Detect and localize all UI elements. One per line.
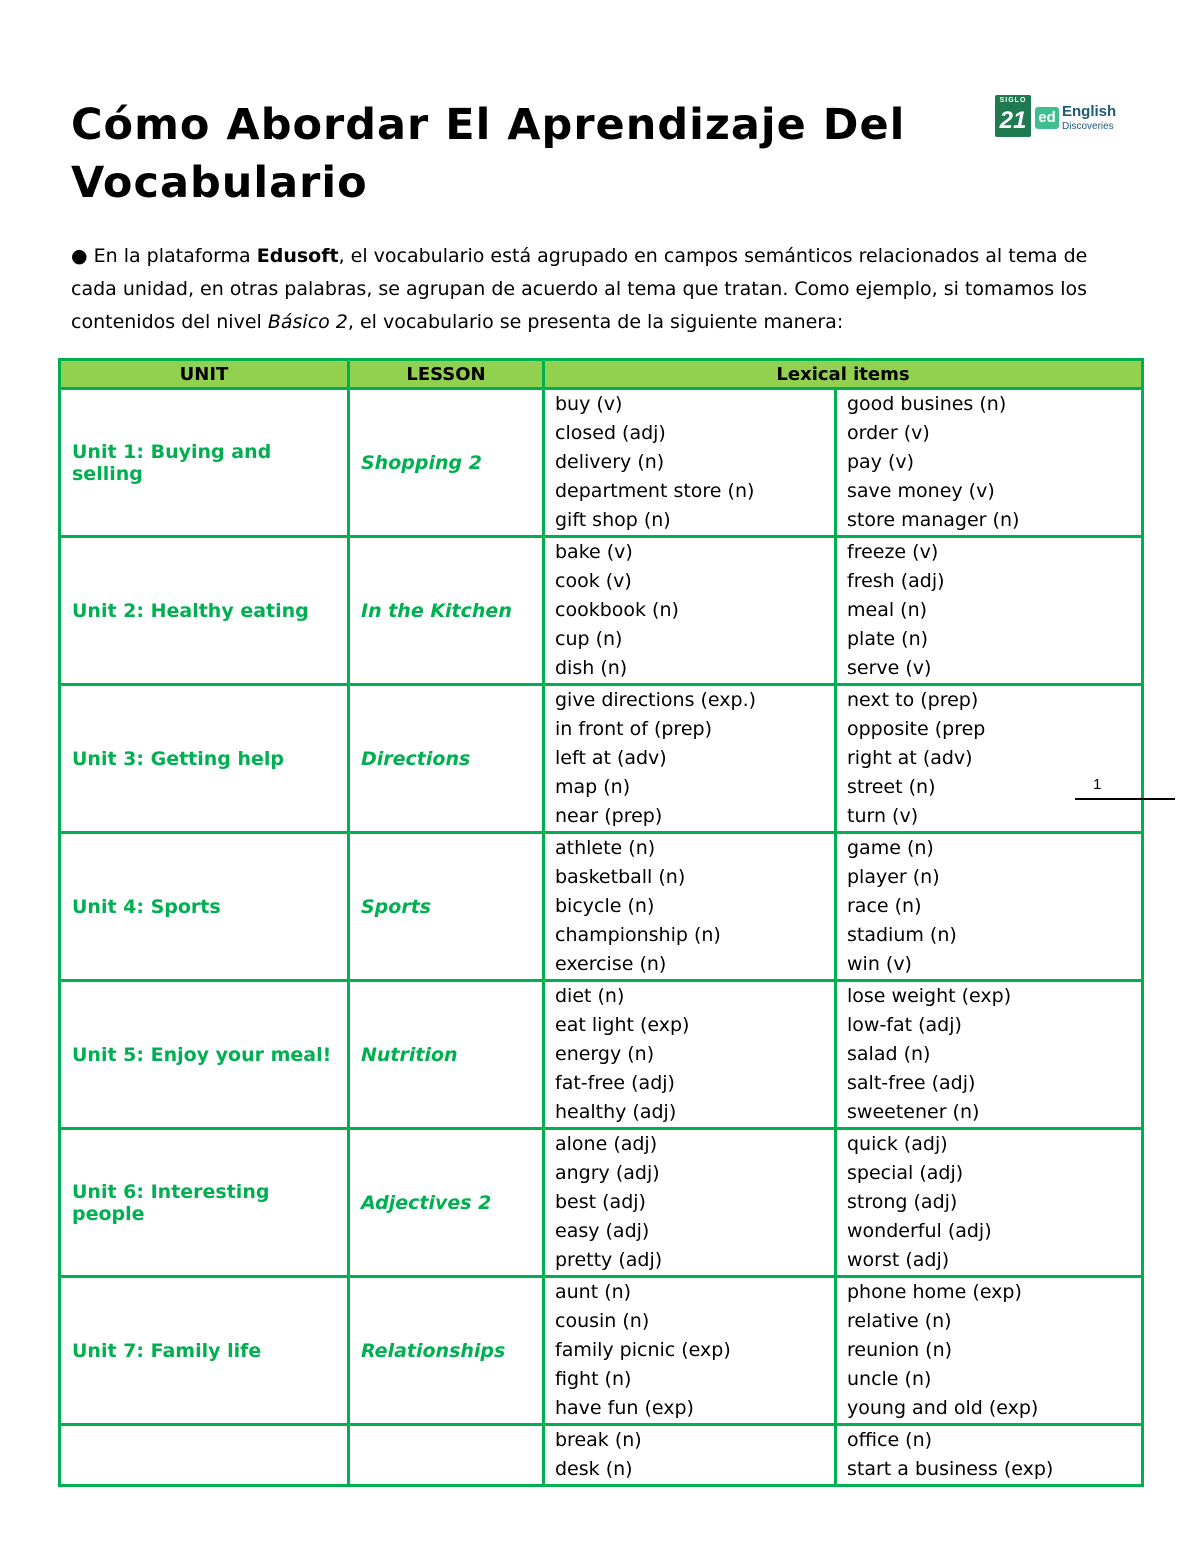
unit-cell: Unit 7: Family life bbox=[60, 1277, 349, 1425]
lexical-item: store manager (n) bbox=[847, 509, 1020, 531]
siglo21-english-discoveries-logo bbox=[995, 95, 1125, 139]
lexical-items-col1 bbox=[544, 1129, 836, 1277]
lexical-items-col2 bbox=[836, 833, 1143, 981]
lexical-item: cup (n) bbox=[555, 628, 623, 650]
lexical-items-col1 bbox=[544, 1425, 836, 1486]
lexical-item: opposite (prep bbox=[847, 718, 986, 740]
unit-cell: Unit 5: Enjoy your meal! bbox=[60, 981, 349, 1129]
lexical-item: sweetener (n) bbox=[847, 1101, 980, 1123]
lexical-item: cook (v) bbox=[555, 570, 632, 592]
lexical-item: meal (n) bbox=[847, 599, 928, 621]
lexical-item: quick (adj) bbox=[847, 1133, 948, 1155]
lexical-item: street (n) bbox=[847, 776, 936, 798]
lexical-item: left at (adv) bbox=[555, 747, 667, 769]
lexical-item: game (n) bbox=[847, 837, 934, 859]
lexical-item: office (n) bbox=[847, 1429, 933, 1451]
lexical-item: win (v) bbox=[847, 953, 912, 975]
lexical-item: right at (adv) bbox=[847, 747, 973, 769]
lexical-item: near (prep) bbox=[555, 805, 663, 827]
lexical-item: aunt (n) bbox=[555, 1281, 632, 1303]
lexical-item: stadium (n) bbox=[847, 924, 957, 946]
lexical-item: exercise (n) bbox=[555, 953, 667, 975]
lexical-item: fat-free (adj) bbox=[555, 1072, 675, 1094]
lexical-item: turn (v) bbox=[847, 805, 919, 827]
table-row bbox=[60, 833, 1143, 981]
logo-number: 21 bbox=[999, 107, 1027, 134]
lexical-items-col1 bbox=[544, 537, 836, 685]
lexical-item: pretty (adj) bbox=[555, 1249, 663, 1271]
intro-bold-edusoft: Edusoft bbox=[256, 245, 339, 267]
lexical-item: salad (n) bbox=[847, 1043, 931, 1065]
table-row bbox=[60, 1129, 1143, 1277]
lexical-item: low-fat (adj) bbox=[847, 1014, 962, 1036]
lexical-item: dish (n) bbox=[555, 657, 628, 679]
lesson-cell: In the Kitchen bbox=[349, 537, 544, 685]
table-row bbox=[60, 981, 1143, 1129]
lexical-items-col2 bbox=[836, 1425, 1143, 1486]
lexical-item: special (adj) bbox=[847, 1162, 964, 1184]
lexical-item: in front of (prep) bbox=[555, 718, 712, 740]
header-unit: UNIT bbox=[60, 360, 349, 389]
lexical-items-col2 bbox=[836, 1129, 1143, 1277]
lexical-item: alone (adj) bbox=[555, 1133, 658, 1155]
logo-21-badge bbox=[995, 95, 1031, 137]
lexical-item: championship (n) bbox=[555, 924, 721, 946]
lexical-item: worst (adj) bbox=[847, 1249, 950, 1271]
lexical-item: salt-free (adj) bbox=[847, 1072, 976, 1094]
lexical-item: energy (n) bbox=[555, 1043, 655, 1065]
lexical-item: uncle (n) bbox=[847, 1368, 932, 1390]
lexical-item: reunion (n) bbox=[847, 1339, 953, 1361]
lexical-item: cousin (n) bbox=[555, 1310, 650, 1332]
lexical-item: freeze (v) bbox=[847, 541, 939, 563]
intro-italic-level: Básico 2 bbox=[267, 311, 348, 333]
lesson-cell: Directions bbox=[349, 685, 544, 833]
lexical-item: have fun (exp) bbox=[555, 1397, 694, 1419]
intro-text-3: , el vocabulario se presenta de la siguiente manera: bbox=[347, 311, 844, 333]
lexical-item: start a business (exp) bbox=[847, 1458, 1054, 1480]
lesson-cell: Shopping 2 bbox=[349, 389, 544, 537]
table-row bbox=[60, 537, 1143, 685]
unit-cell: Unit 4: Sports bbox=[60, 833, 349, 981]
vocabulary-table bbox=[58, 358, 1144, 1487]
lexical-item: fight (n) bbox=[555, 1368, 632, 1390]
lexical-item: plate (n) bbox=[847, 628, 929, 650]
lexical-items-col1 bbox=[544, 1277, 836, 1425]
lexical-item: athlete (n) bbox=[555, 837, 656, 859]
lexical-item: easy (adj) bbox=[555, 1220, 650, 1242]
lexical-item: race (n) bbox=[847, 895, 922, 917]
lexical-item: healthy (adj) bbox=[555, 1101, 677, 1123]
intro-text-1: En la plataforma bbox=[87, 245, 257, 267]
lesson-cell-empty bbox=[349, 1425, 544, 1486]
unit-cell-empty bbox=[60, 1425, 349, 1486]
lexical-items-col2 bbox=[836, 389, 1143, 537]
lexical-item: pay (v) bbox=[847, 451, 915, 473]
lexical-items-col2 bbox=[836, 537, 1143, 685]
lexical-item: bake (v) bbox=[555, 541, 633, 563]
lexical-item: player (n) bbox=[847, 866, 940, 888]
page-number: 1 bbox=[1093, 776, 1102, 793]
lexical-item: strong (adj) bbox=[847, 1191, 958, 1213]
lexical-item: family picnic (exp) bbox=[555, 1339, 731, 1361]
logo-siglo-text: SIGLO bbox=[999, 97, 1027, 104]
unit-cell: Unit 2: Healthy eating bbox=[60, 537, 349, 685]
intro-text-2: , el vocabulario está agrupado en campos semánticos relacionados al tema de cada unidad, en otras palabras, se agrupan de acuerdo al tema que tratan. Como ejemplo, si tomamos los contenidos del nivel bbox=[71, 245, 1088, 333]
lexical-item: give directions (exp.) bbox=[555, 689, 757, 711]
lexical-item: map (n) bbox=[555, 776, 631, 798]
lexical-item: save money (v) bbox=[847, 480, 995, 502]
lesson-cell: Sports bbox=[349, 833, 544, 981]
lexical-item: order (v) bbox=[847, 422, 930, 444]
header-lesson: LESSON bbox=[349, 360, 544, 389]
lexical-items-col1 bbox=[544, 833, 836, 981]
intro-paragraph bbox=[71, 240, 1131, 339]
logo-sub-text: Discoveries bbox=[1062, 121, 1114, 132]
lesson-cell: Adjectives 2 bbox=[349, 1129, 544, 1277]
lexical-items-col2 bbox=[836, 981, 1143, 1129]
lexical-item: desk (n) bbox=[555, 1458, 633, 1480]
lexical-items-col2 bbox=[836, 1277, 1143, 1425]
lexical-item: department store (n) bbox=[555, 480, 755, 502]
lexical-item: best (adj) bbox=[555, 1191, 646, 1213]
lexical-item: break (n) bbox=[555, 1429, 642, 1451]
lexical-item: good busines (n) bbox=[847, 393, 1007, 415]
lexical-item: young and old (exp) bbox=[847, 1397, 1039, 1419]
lexical-item: next to (prep) bbox=[847, 689, 979, 711]
lexical-item: wonderful (adj) bbox=[847, 1220, 992, 1242]
lexical-items-col2 bbox=[836, 685, 1143, 833]
bullet-icon: ● bbox=[71, 245, 88, 267]
lexical-item: eat light (exp) bbox=[555, 1014, 690, 1036]
lexical-item: serve (v) bbox=[847, 657, 932, 679]
page-number-rule bbox=[1075, 798, 1175, 800]
logo-brand-text: English bbox=[1062, 103, 1117, 120]
table-row bbox=[60, 685, 1143, 833]
table-row bbox=[60, 389, 1143, 537]
lexical-item: relative (n) bbox=[847, 1310, 952, 1332]
lexical-item: basketball (n) bbox=[555, 866, 686, 888]
lexical-items-col1 bbox=[544, 685, 836, 833]
page-title: Cómo Abordar El Aprendizaje Del Vocabulario bbox=[71, 100, 906, 208]
lexical-item: fresh (adj) bbox=[847, 570, 945, 592]
lexical-item: cookbook (n) bbox=[555, 599, 679, 621]
lexical-item: diet (n) bbox=[555, 985, 625, 1007]
lexical-item: delivery (n) bbox=[555, 451, 665, 473]
table-header-row bbox=[60, 360, 1143, 389]
header-lexical-items: Lexical items bbox=[544, 360, 1143, 389]
lexical-item: angry (adj) bbox=[555, 1162, 660, 1184]
lesson-cell: Nutrition bbox=[349, 981, 544, 1129]
lexical-item: bicycle (n) bbox=[555, 895, 655, 917]
lexical-item: gift shop (n) bbox=[555, 509, 671, 531]
lexical-items-col1 bbox=[544, 981, 836, 1129]
table-row bbox=[60, 1277, 1143, 1425]
logo-ed-badge: ed bbox=[1035, 107, 1059, 129]
lesson-cell: Relationships bbox=[349, 1277, 544, 1425]
unit-cell: Unit 3: Getting help bbox=[60, 685, 349, 833]
unit-cell: Unit 6: Interesting people bbox=[60, 1129, 349, 1277]
lexical-item: phone home (exp) bbox=[847, 1281, 1022, 1303]
unit-cell: Unit 1: Buying and selling bbox=[60, 389, 349, 537]
lexical-item: buy (v) bbox=[555, 393, 623, 415]
lexical-item: lose weight (exp) bbox=[847, 985, 1012, 1007]
table-row bbox=[60, 1425, 1143, 1486]
lexical-item: closed (adj) bbox=[555, 422, 666, 444]
lexical-items-col1 bbox=[544, 389, 836, 537]
